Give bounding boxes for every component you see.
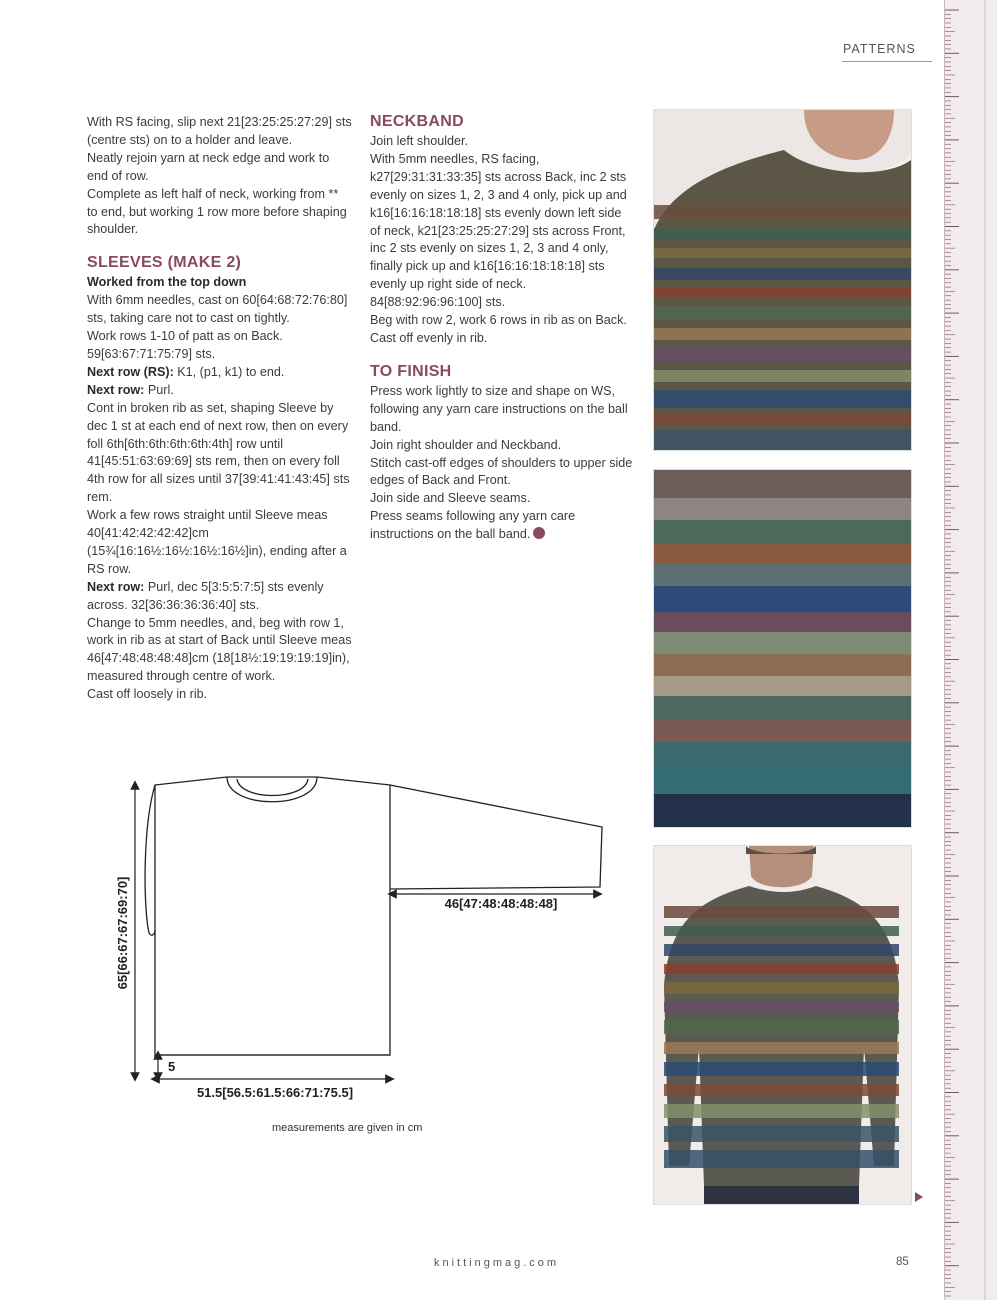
sleeve-label: 46[47:48:48:48:48] [444,896,558,911]
yarn-ball-icon [533,527,545,539]
sweater-photo-back [653,845,912,1205]
paragraph: With RS facing, slip next 21[23:25:25:27:29] sts (centre sts) on to a holder and leave. [87,115,352,147]
row-text: Press seams following any yarn care instructions on the ball band. [370,509,576,542]
sweater-schematic [105,765,625,1110]
body-outline [155,777,390,1055]
sweater-photo-front [653,109,912,451]
left-sleeve-outline [145,785,155,935]
paragraph: Work rows 1-10 of patt as on Back. 59[63:67:71:75:79] sts. [87,329,283,361]
row-text: K1, (p1, k1) to end. [173,364,285,379]
section-rule [842,61,932,62]
pattern-column-1 [87,114,352,704]
measuring-ruler [944,0,997,1300]
sleeve-outline [390,785,602,889]
sweater-photo-texture [653,469,912,828]
paragraph [87,364,352,382]
paragraph: Complete as left half of neck, working from ** to end, but working 1 row more before shaping shoulder. [87,186,347,237]
neckband-heading: NECKBAND [370,113,464,130]
paragraph [370,508,635,544]
sleeves-subheading: Worked from the top down [87,275,247,290]
paragraph: Join side and Sleeve seams. [370,491,531,506]
neck-outline [227,777,317,802]
paragraph: Cast off evenly in rib. [370,330,488,345]
row-label: Next row (RS): [87,364,174,379]
pattern-column-2 [370,112,635,544]
width-label: 51.5[56.5:61.5:66:71:75.5] [196,1085,354,1100]
paragraph [87,382,352,400]
paragraph: Press work lightly to size and shape on WS, following any yarn care instructions on the ball band. [370,383,628,434]
footer-website: knittingmag.com [434,1257,560,1269]
paragraph: Beg with row 2, work 6 rows in rib as on Back. [370,313,627,328]
paragraph: Change to 5mm needles, and, beg with row 1, work in rib as at start of Back until Sleeve meas 46[47:48:48:48:48]cm (18[18½:19:19:19:19]in), measured through centre of work. [87,615,352,684]
row-label: Next row: [87,382,145,397]
finish-heading: TO FINISH [370,362,452,380]
paragraph: With 6mm needles, cast on 60[64:68:72:76:80] sts, taking care not to cast on tightly. [87,293,348,326]
row-label: Next row: [87,579,145,594]
paragraph: With 5mm needles, RS facing, k27[29:31:31:33:35] sts across Back, inc 2 sts evenly on sizes 1, 2, 3 and 4 only, pick up and k16[16:16:18:18:18] sts evenly down left side of neck, k21[23:25:25:27:29] sts across Front, inc 2 sts evenly on sizes 1, 2, 3 and 4 only, finally pick up and k16[16:16:18:18:18] sts evenly up right side of neck. 84[88:92:96:96:100] sts. [370,151,627,310]
section-label: PATTERNS [843,42,916,56]
row-text: Purl, dec 5[3:5:5:7:5] sts evenly across. 32[36:36:36:36:40] sts. [87,579,324,612]
sleeves-heading: SLEEVES (MAKE 2) [87,254,242,272]
paragraph: Stitch cast-off edges of shoulders to upper side edges of Back and Front. [370,455,633,488]
rib-label: 5 [168,1059,176,1074]
paragraph: Cont in broken rib as set, shaping Sleeve by dec 1 st at each end of next row, then on every foll 6th[6th:6th:6th:6th:4th] row until 41[45:51:63:69:69] sts rem, then on every foll 4th row for all sizes until 37[39:41:41:43:45] sts rem. [87,400,350,505]
page-number: 85 [896,1256,909,1268]
paragraph: Join right shoulder and Neckband. [370,437,562,452]
diagram-caption: measurements are given in cm [272,1122,423,1134]
paragraph: Neatly rejoin yarn at neck edge and work to end of row. [87,150,330,183]
paragraph [87,579,352,615]
length-label: 65[66:67:67:69:70] [115,876,130,990]
paragraph: Join left shoulder. [370,134,469,148]
paragraph: Work a few rows straight until Sleeve meas 40[41:42:42:42:42]cm (15¾[16:16½:16½:16½:16½]in), ending after a RS row. [87,508,347,576]
paragraph: Cast off loosely in rib. [87,687,208,702]
next-page-arrow-icon [915,1192,923,1202]
row-text: Purl. [144,382,174,397]
